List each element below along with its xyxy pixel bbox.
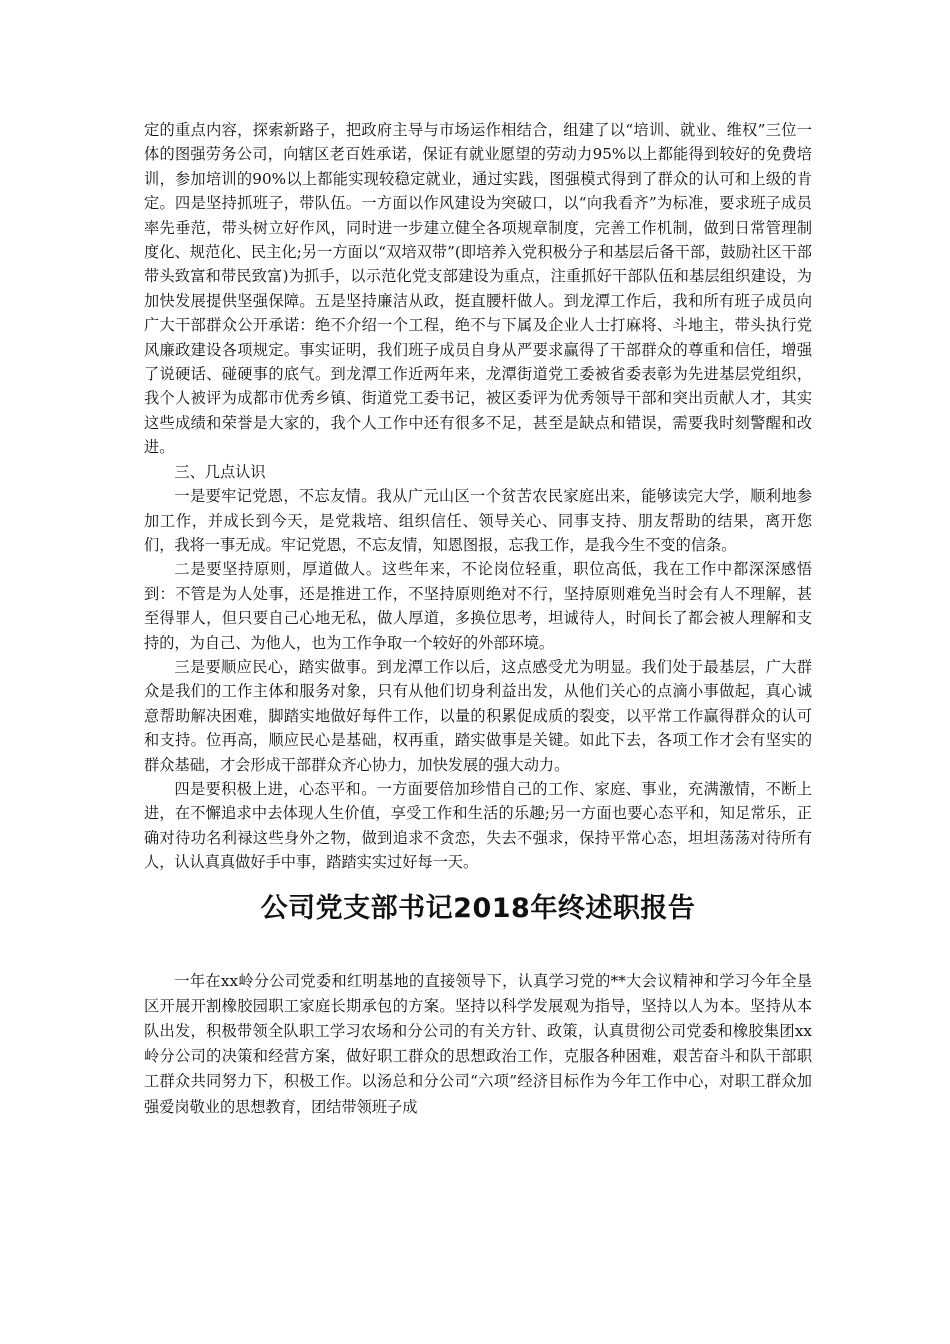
body-paragraph: 一是要牢记党恩，不忘友情。我从广元山区一个贫苦农民家庭出来，能够读完大学，顺利地参加工作，并成长到今天，是党栽培、组织信任、领导关心、同事支持、朋友帮助的结果，离开您们，我将一事无成。牢记党恩，不忘友情，知恩图报，忘我工作，是我今生不变的信条。 [144,487,812,554]
report-body [144,969,812,1120]
document-page [144,118,812,1120]
section-heading: 三、几点认识 [174,462,266,481]
document-title: 公司党支部书记2018年终述职报告 [260,892,696,924]
body-paragraph: 一年在xx岭分公司党委和红明基地的直接领导下，认真学习党的**大会议精神和学习今年全垦区开展开割橡胶园职工家庭长期承包的方案。坚持以科学发展观为指导，坚持以人为本。坚持从本队出发，积极带领全队职工学习农场和分公司的有关方针、政策，认真贯彻公司党委和橡胶集团xx岭分公司的决策和经营方案，做好职工群众的思想政治工作，克服各种困难，艰苦奋斗和队干部职工群众共同努力下，积极工作。以汤总和分公司“六项”经济目标作为今年工作中心，对职工群众加强爱岗敬业的思想教育，团结带领班子成 [144,971,812,1116]
body-paragraph: 二是要坚持原则，厚道做人。这些年来，不论岗位轻重，职位高低，我在工作中都深深感悟到：不管是为人处事，还是推进工作，不坚持原则绝对不行，坚持原则难免当时会有人不理解，甚至得罪人，但只要自己心地无私，做人厚道，多换位思考，坦诚待人，时间长了都会被人理解和支持的，为自己、为他人，也为工作争取一个较好的外部环境。 [144,560,812,652]
body-paragraph: 三是要顺应民心，踏实做事。到龙潭工作以后，这点感受尤为明显。我们处于最基层，广大群众是我们的工作主体和服务对象，只有从他们切身利益出发，从他们关心的点滴小事做起，真心诚意帮助解决困难，脚踏实地做好每件工作，以量的积累促成质的裂变，以平常工作赢得群众的认可和支持。位再高，顺应民心是基础，权再重，踏实做事是关键。如此下去，各项工作才会有坚实的群众基础，才会形成干部群众齐心协力，加快发展的强大动力。 [144,657,812,774]
title-spacer [144,929,812,969]
body-paragraph: 四是要积极上进，心态平和。一方面要倍加珍惜自己的工作、家庭、事业，充满激情，不断上进，在不懈追求中去体现人生价值，享受工作和生活的乐趣;另一方面也要心态平和，知足常乐，正确对待功名利禄这些身外之物，做到追求不贪恋，失去不强求，保持平常心态，坦坦荡荡对待所有人，认认真真做好手中事，踏踏实实过好每一天。 [144,779,812,872]
body-paragraph: 定的重点内容，探索新路子，把政府主导与市场运作相结合，组建了以“培训、就业、维权”三位一体的图强劳务公司，向辖区老百姓承诺，保证有就业愿望的劳动力95%以上都能得到较好的免费培训，参加培训的90%以上都能实现较稳定就业，通过实践，图强模式得到了群众的认可和上级的肯定。四是坚持抓班子，带队伍。一方面以作风建设为突破口，以“向我看齐”为标准，要求班子成员率先垂范，带头树立好作风，同时进一步建立健全各项规章制度，完善工作机制，做到日常管理制度化、规范化、民主化;另一方面以“双培双带”(即培养入党积极分子和基层后备干部，鼓励社区干部带头致富和带民致富)为抓手，以示范化党支部建设为重点，注重抓好干部队伍和基层组织建设，为加快发展提供坚强保障。五是坚持廉洁从政，挺直腰杆做人。到龙潭工作后，我和所有班子成员向广大干部群众公开承诺：绝不介绍一个工程，绝不与下属及企业人士打麻将、斗地主，带头执行党风廉政建设各项规定。事实证明，我们班子成员自身从严要求赢得了干部群众的尊重和信任，增强了说硬话、碰硬事的底气。到龙潭工作近两年来，龙潭街道党工委被省委表彰为先进基层党组织，我个人被评为成都市优秀乡镇、街道党工委书记，被区委评为优秀领导干部和突出贡献人才，其实这些成绩和荣誉是大家的，我个人工作中还有很多不足，甚至是缺点和错误，需要我时刻警醒和改进。 [144,121,812,457]
